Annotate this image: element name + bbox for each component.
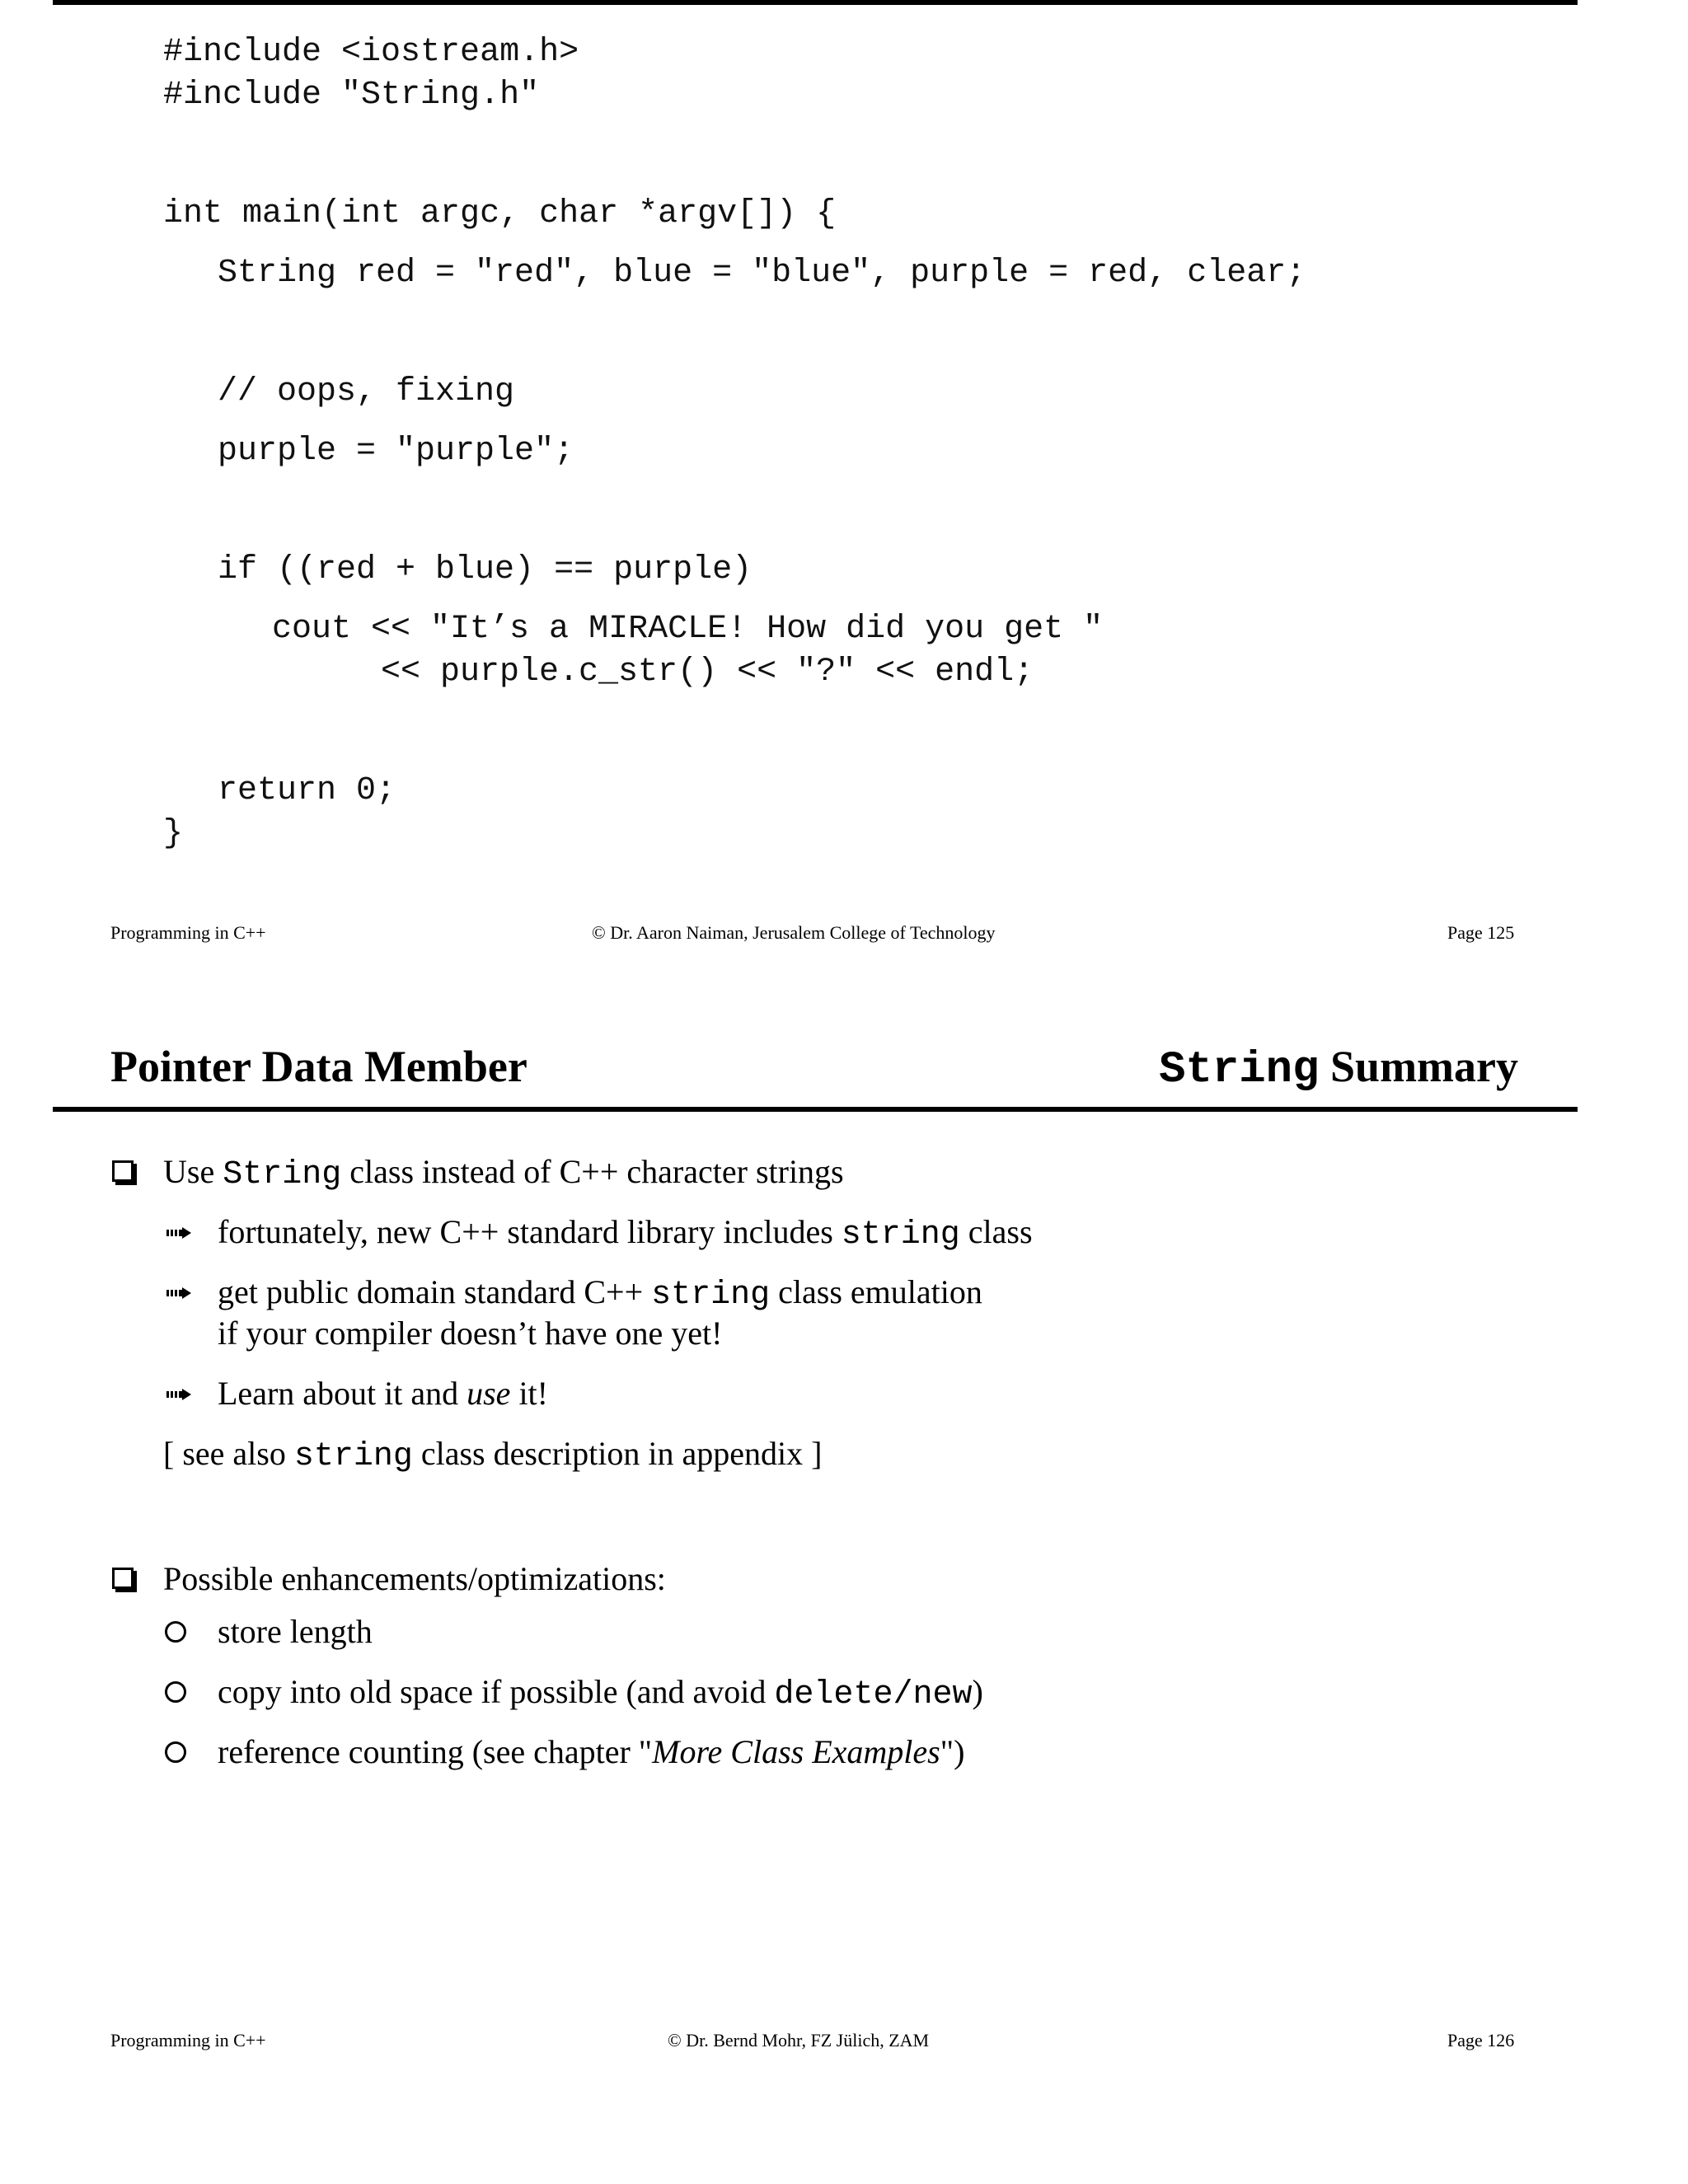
text: Use [163, 1153, 223, 1190]
circle-bullet-icon [165, 1681, 186, 1703]
code-line: } [163, 815, 184, 852]
top-rule [53, 0, 1578, 5]
slide-title: Pointer Data Member [110, 1042, 528, 1091]
text: [ see also [163, 1435, 294, 1472]
arrow-bullet-icon [166, 1389, 191, 1400]
list-item [218, 1212, 1033, 1256]
text: fortunately, new C++ standard library includes [218, 1213, 842, 1250]
circle-bullet-icon [165, 1741, 186, 1763]
code-line: #include "String.h" [163, 77, 540, 114]
code-line: return 0; [218, 772, 396, 809]
code-line: // oops, fixing [218, 373, 515, 410]
list-item: Possible enhancements/optimizations: [163, 1560, 666, 1597]
arrow-bullet-icon [166, 1287, 191, 1299]
code-line: if ((red + blue) == purple) [218, 551, 753, 588]
text: Learn about it and [218, 1375, 467, 1412]
footer-copyright: © Dr. Aaron Naiman, Jerusalem College of Technology [592, 922, 996, 943]
inline-code: string [651, 1277, 771, 1314]
section-title-text: Summary [1319, 1042, 1518, 1091]
emphasis: More Class Examples [652, 1733, 940, 1770]
code-line: purple = "purple"; [218, 433, 574, 470]
inline-code: string [293, 1438, 413, 1475]
code-line: << purple.c_str() << "?" << endl; [381, 654, 1034, 691]
list-item [218, 1272, 982, 1316]
circle-bullet-icon [165, 1621, 186, 1643]
text: copy into old space if possible (and avoid [218, 1673, 775, 1710]
text: class instead of C++ character strings [341, 1153, 844, 1190]
slide-section-title [1159, 1040, 1518, 1097]
inline-code: delete/new [774, 1676, 973, 1713]
section-title-code: String [1159, 1045, 1320, 1095]
text: class [959, 1213, 1033, 1250]
text: ) [972, 1673, 983, 1710]
arrow-bullet-icon [166, 1227, 191, 1239]
text: reference counting (see chapter " [218, 1733, 653, 1770]
code-line: #include <iostream.h> [163, 34, 579, 71]
text: class emulation [770, 1273, 982, 1310]
list-item [218, 1732, 964, 1773]
list-item [163, 1151, 844, 1196]
list-item [218, 1671, 983, 1716]
text: get public domain standard C++ [218, 1273, 652, 1310]
text: it! [510, 1375, 548, 1412]
code-line: String red = "red", blue = "blue", purple = red, clear; [218, 255, 1306, 292]
code-line: cout << "It’s a MIRACLE! How did you get " [272, 611, 1104, 648]
footer-copyright: © Dr. Bernd Mohr, FZ Jülich, ZAM [668, 2030, 930, 2050]
text: ") [940, 1733, 965, 1770]
list-item [218, 1373, 548, 1414]
square-bullet-icon [112, 1568, 134, 1589]
square-bullet-icon [112, 1160, 134, 1182]
code-line: int main(int argc, char *argv[]) { [163, 195, 837, 232]
inline-code: String [223, 1156, 342, 1193]
title-rule [53, 1107, 1578, 1112]
footer-course: Programming in C++ [110, 922, 266, 943]
inline-code: string [841, 1216, 960, 1254]
text: class description in appendix ] [412, 1435, 823, 1472]
list-item: store length [218, 1613, 373, 1650]
footer-course: Programming in C++ [110, 2030, 266, 2050]
note-line [163, 1433, 822, 1478]
footer-page-number: Page 125 [1447, 922, 1515, 943]
list-item-continuation: if your compiler doesn’t have one yet! [218, 1315, 723, 1352]
footer-page-number: Page 126 [1447, 2030, 1515, 2050]
emphasis: use [467, 1375, 511, 1412]
